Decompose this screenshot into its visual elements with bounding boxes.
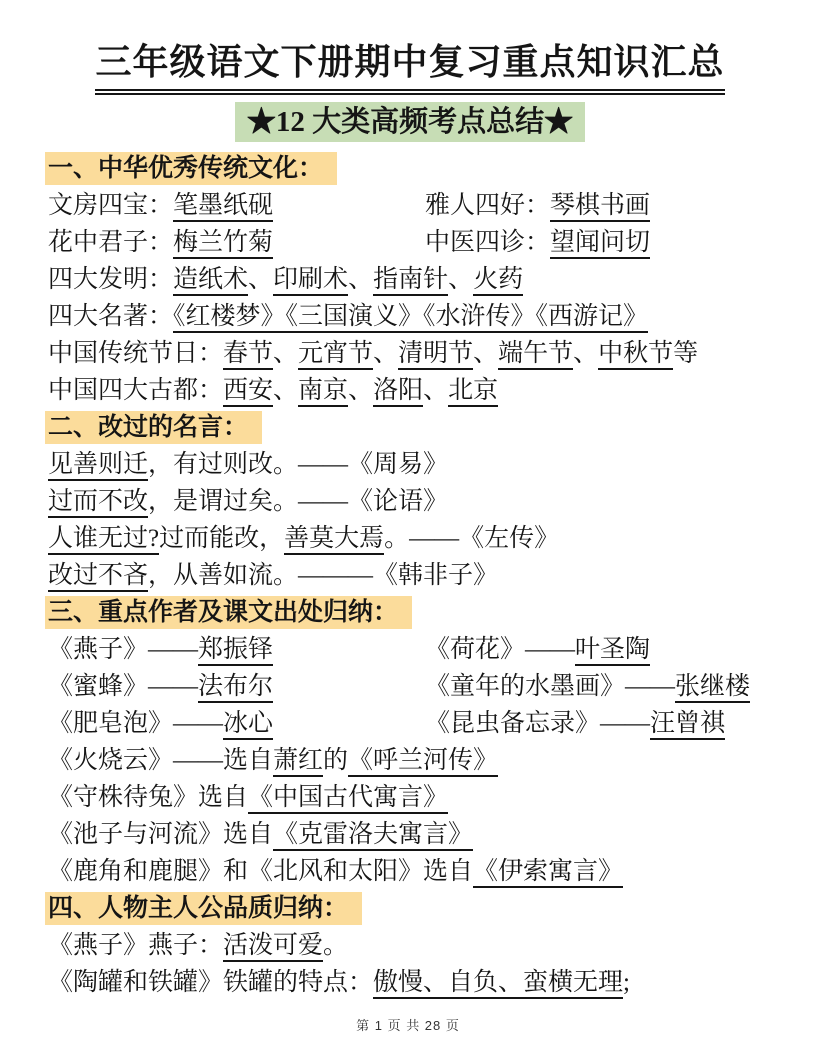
two-column-line (48, 705, 772, 742)
underlined-text: 北京 (448, 377, 498, 407)
text-segment: 《火烧云》——选自 (48, 747, 274, 774)
text-segment: 文房四宝： (48, 192, 174, 219)
section-heading-label: 三、重点作者及课文出处归纳： (45, 596, 412, 629)
left-entry (48, 705, 425, 742)
page-subtitle (48, 102, 772, 142)
underlined-text: 元宵节 (298, 340, 373, 370)
text-segment: 《荷花》—— (425, 636, 576, 663)
section-heading (48, 409, 772, 446)
text-segment: 中国四大古都： (48, 377, 224, 404)
page-title (48, 38, 772, 95)
left-entry (48, 668, 425, 705)
text-segment: 、 (573, 340, 599, 367)
underlined-text: 清明节 (398, 340, 473, 370)
underlined-text: 梅兰竹菊 (173, 229, 273, 259)
underlined-text: 印刷术 (273, 266, 348, 296)
two-column-line (48, 668, 772, 705)
underlined-text: 改过不吝 (48, 562, 148, 592)
section-heading-label: 四、人物主人公品质归纳： (45, 892, 362, 925)
underlined-text: 活泼可爱 (223, 932, 323, 962)
text-line (48, 742, 772, 779)
text-line (48, 779, 772, 816)
underlined-text: 过而不改 (48, 488, 148, 518)
text-segment: 。 (323, 932, 349, 959)
text-line (48, 483, 772, 520)
text-segment: 、 (348, 377, 374, 404)
text-segment: 、 (348, 266, 374, 293)
section-heading (48, 594, 772, 631)
text-segment: 《池子与河流》选自 (48, 821, 274, 848)
underlined-text: 《伊索寓言》 (473, 858, 623, 888)
text-line (48, 298, 772, 335)
text-segment: 的 (323, 747, 349, 774)
underlined-text: 琴棋书画 (550, 192, 650, 222)
text-line (48, 816, 772, 853)
underlined-text: 汪曾祺 (650, 710, 725, 740)
two-column-line (48, 631, 772, 668)
text-line (48, 335, 772, 372)
left-entry (48, 224, 425, 261)
right-entry (425, 224, 772, 261)
text-segment: 、 (473, 340, 499, 367)
underlined-text: 笔墨纸砚 (173, 192, 273, 222)
section-heading-label: 二、改过的名言： (45, 411, 262, 444)
text-segment: 《童年的水墨画》—— (425, 673, 676, 700)
right-entry (425, 187, 772, 224)
text-line (48, 557, 772, 594)
underlined-text: 《克雷洛夫寓言》 (273, 821, 473, 851)
text-segment: 雅人四好： (425, 192, 551, 219)
text-segment: 。——《左传》 (384, 525, 560, 552)
section-heading (48, 150, 772, 187)
text-line (48, 853, 772, 890)
underlined-text: 见善则迁 (48, 451, 148, 481)
underlined-text: 春节 (223, 340, 273, 370)
text-segment: 、 (423, 377, 449, 404)
underlined-text: 萧红 (273, 747, 323, 777)
text-line (48, 446, 772, 483)
page-title-text: 三年级语文下册期中复习重点知识汇总 (95, 38, 724, 95)
section-heading (48, 890, 772, 927)
left-entry (48, 631, 425, 668)
underlined-text: 中秋节 (598, 340, 673, 370)
text-segment: 《燕子》—— (48, 636, 199, 663)
underlined-text: 法布尔 (198, 673, 273, 703)
text-segment: 中医四诊： (425, 229, 551, 256)
text-segment: 中国传统节日： (48, 340, 224, 367)
underlined-text: 张继楼 (675, 673, 750, 703)
underlined-text: 洛阳 (373, 377, 423, 407)
text-segment: 过而能改， (159, 525, 285, 552)
underlined-text: 冰心 (223, 710, 273, 740)
underlined-text: 造纸术 (173, 266, 248, 296)
underlined-text: 指南针 (373, 266, 448, 296)
text-segment: ，从善如流。———《韩非子》 (148, 562, 499, 589)
text-line (48, 261, 772, 298)
text-segment: 花中君子： (48, 229, 174, 256)
text-segment: 四大发明： (48, 266, 174, 293)
page-footer (0, 1015, 816, 1034)
section-heading-label: 一、中华优秀传统文化： (45, 152, 337, 185)
text-line (48, 372, 772, 409)
text-segment: 《鹿角和鹿腿》和《北风和太阳》选自 (48, 858, 474, 885)
text-segment: 《燕子》燕子： (48, 932, 224, 959)
text-segment: ; (623, 969, 630, 996)
two-column-line (48, 187, 772, 224)
text-segment: 、 (273, 377, 299, 404)
document-content (48, 38, 772, 1001)
text-segment: 等 (673, 340, 699, 367)
underlined-text: 善莫大焉 (284, 525, 384, 555)
text-segment: 《守株待兔》选自 (48, 784, 249, 811)
right-entry (425, 705, 772, 742)
underlined-text: 《中国古代寓言》 (248, 784, 448, 814)
page-subtitle-text: ★12 大类高频考点总结★ (235, 102, 585, 142)
text-segment: 、 (373, 340, 399, 367)
underlined-text: 南京 (298, 377, 348, 407)
text-segment: 《陶罐和铁罐》铁罐的特点： (48, 969, 374, 996)
text-segment: 《昆虫备忘录》—— (425, 710, 651, 737)
underlined-text: 傲慢、自负、蛮横无理 (373, 969, 623, 999)
underlined-text: 火药 (473, 266, 523, 296)
underlined-text: 人谁无过? (48, 525, 159, 555)
underlined-text: 叶圣陶 (575, 636, 650, 666)
text-line (48, 964, 772, 1001)
underlined-text: 端午节 (498, 340, 573, 370)
text-line (48, 927, 772, 964)
text-line (48, 520, 772, 557)
underlined-text: 《呼兰河传》 (348, 747, 498, 777)
left-entry (48, 187, 425, 224)
text-segment: ，是谓过矣。——《论语》 (148, 488, 449, 515)
text-segment: 四大名著： (48, 303, 174, 330)
text-segment: ，有过则改。——《周易》 (148, 451, 449, 478)
text-segment: 《肥皂泡》—— (48, 710, 224, 737)
text-segment: 、 (248, 266, 274, 293)
underlined-text: 望闻问切 (550, 229, 650, 259)
underlined-text: 《红楼梦》《三国演义》《水浒传》《西游记》 (173, 303, 648, 333)
right-entry (425, 668, 772, 705)
page-number: 第 1 页 共 28 页 (356, 1018, 460, 1033)
text-segment: 、 (273, 340, 299, 367)
right-entry (425, 631, 772, 668)
sections (48, 150, 772, 1001)
underlined-text: 郑振铎 (198, 636, 273, 666)
underlined-text: 西安 (223, 377, 273, 407)
text-segment: 、 (448, 266, 474, 293)
two-column-line (48, 224, 772, 261)
text-segment: 《蜜蜂》—— (48, 673, 199, 700)
